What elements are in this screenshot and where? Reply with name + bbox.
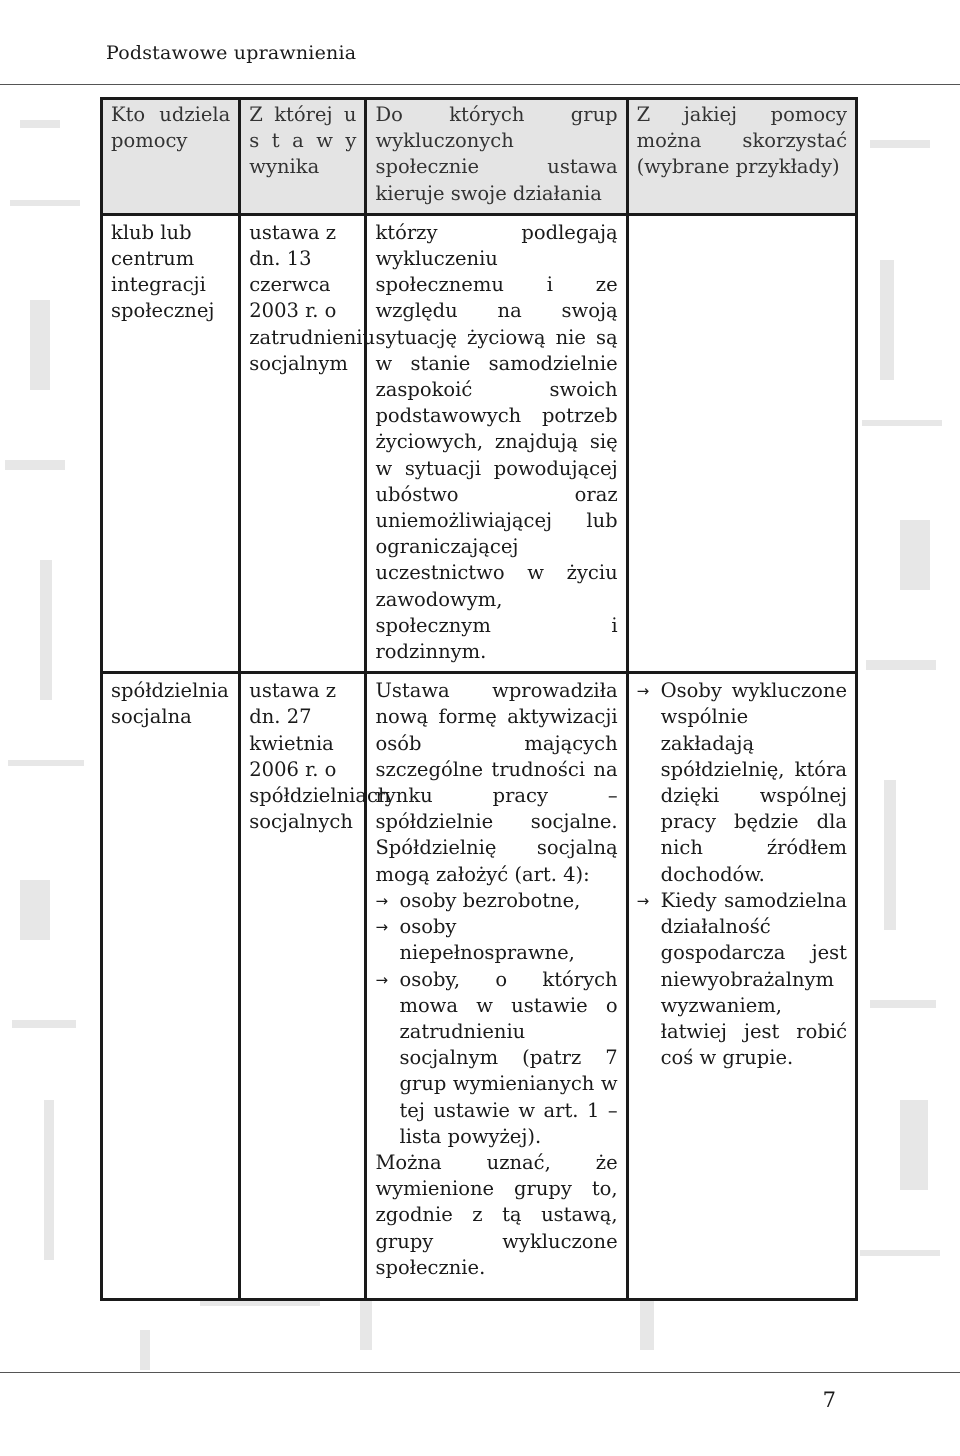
list-item-text: osoby, o których mowa w ustawie o zatrudnieniu socjalnym (patrz 7 grup wymienianych w tej ustawie w art. 1 – lista powyżej). — [399, 967, 618, 1148]
cell-who: spółdzielnia socjalna — [102, 673, 240, 1300]
list-item — [637, 888, 847, 1071]
header-divider — [0, 84, 960, 85]
header-law-source-text: Z której u s t a w y wynika — [249, 103, 357, 179]
groups-intro: Ustawa wprowadziła nową formę aktywizacji osób mających szczególne trudności na rynku pracy – spółdzielnie socjalne. Spółdzielnię socjalną mogą założyć (art. 4): — [375, 679, 618, 886]
table-header-row — [102, 99, 857, 215]
list-item-text: Osoby wykluczone wspólnie zakładają spółdzielnię, która dzięki wspólnej pracy będzie dla nich źródłem dochodów. — [660, 679, 847, 886]
header-who-provides-help: Kto udziela pomocy — [102, 99, 240, 215]
list-item-text: osoby niepełnosprawne, — [399, 915, 575, 965]
list-item — [637, 678, 847, 888]
list-item — [375, 967, 617, 1150]
cell-help-empty — [627, 214, 856, 672]
groups-outro: Można uznać, że wymienione grupy to, zgodnie z tą ustawą, grupy wykluczone społecznie. — [375, 1150, 618, 1279]
table-row — [102, 673, 857, 1300]
running-header: Podstawowe uprawnienia — [106, 42, 357, 64]
cell-help — [627, 673, 856, 1300]
header-target-groups: Do których grup wykluczonych społecznie ustawa kieruje swoje działania — [366, 99, 627, 215]
footer-divider — [0, 1372, 960, 1373]
table-row — [102, 214, 857, 672]
list-item-text: osoby bezrobotne, — [399, 888, 581, 912]
arrow-right-icon: → — [636, 682, 650, 701]
cell-groups — [366, 673, 627, 1300]
arrow-right-icon: → — [375, 891, 389, 910]
list-item — [375, 914, 617, 966]
list-item-text: Kiedy samodzielna działalność gospodarcza jest niewyobrażalnym wyzwaniem, łatwiej jest robić coś w grupie. — [660, 888, 847, 1070]
cell-law: ustawa z dn. 27 kwietnia 2006 r. o spółdzielniach socjalnych — [240, 673, 366, 1300]
assistance-table — [100, 97, 858, 1301]
header-law-source — [240, 99, 366, 215]
arrow-right-icon: → — [375, 970, 389, 989]
list-item — [375, 888, 617, 914]
arrow-right-icon: → — [636, 891, 650, 910]
page-number: 7 — [822, 1388, 836, 1412]
cell-who: klub lub centrum integracji społecznej — [102, 214, 240, 672]
arrow-right-icon: → — [375, 918, 389, 937]
cell-law: ustawa z dn. 13 czerwca 2003 r. o zatrudnieniu socjalnym — [240, 214, 366, 672]
header-available-help: Z jakiej pomocy można skorzystać (wybrane przykłady) — [627, 99, 856, 215]
cell-groups: którzy podlegają wykluczeniu społecznemu i ze względu na swoją sytuację życiową nie są w stanie samodzielnie zaspokoić swoich podstawowych potrzeb życiowych, znajdują się w sytuacji powodującej ubóstwo oraz uniemożliwiającej lub ograniczającej uczestnictwo w życiu zawodowym, społecznym i rodzinnym. — [366, 214, 627, 672]
